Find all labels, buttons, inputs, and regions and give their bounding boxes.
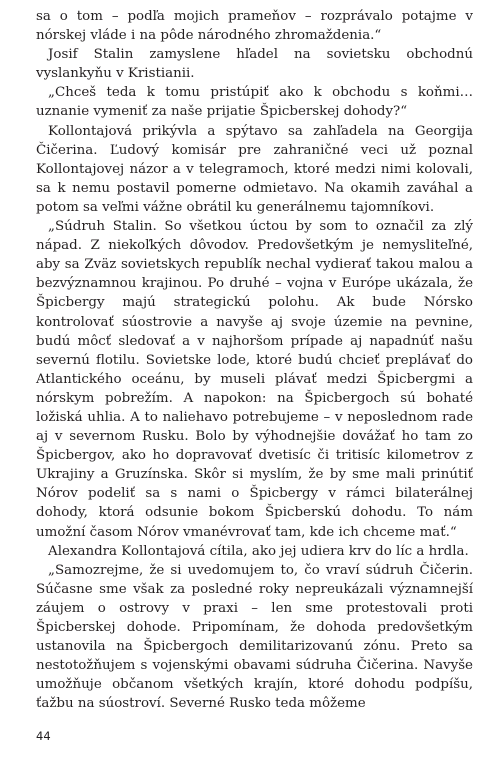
- page-number: 44: [36, 729, 51, 743]
- body-text: [36, 7, 473, 713]
- paragraph: Kollontajová prikývla a spýtavo sa zahľadela na Georgija Čičerina. Ľudový komisár pre zahraničné veci už poznal Kollontajovej názor a v telegramoch, ktoré medzi nimi kolovali, sa k nemu postavil pomerne odmietavo. Na okamih zaváhal a potom sa veľmi vážne obrátil ku generálnemu tajomníkovi.: [36, 123, 473, 215]
- paragraph: „Chceš teda k tomu pristúpiť ako k obchodu s koňmi… uznanie vymeniť za naše prijatie Špicberskej dohody?“: [36, 85, 473, 120]
- paragraph: „Súdruh Stalin. So všetkou úctou by som to označil za zlý nápad. Z niekoľkých dôvodov. Predovšetkým je nemysliteľné, aby sa Zväz sovietskych republík nechal vydierať takou malou a bezvýznamnou krajinou. Po druhé – vojna v Európe ukázala, že Špicbergy majú strategickú polohu. Ak bude Nórsko kontrolovať súostrovie a navyše aj svoje územie na pevnine, budú môcť sledovať a v najhoršom prípade aj napadnúť našu severnú flotilu. Sovietske lode, ktoré budú chcieť preplávať do Atlantického oceánu, by museli plávať medzi Špicbergmi a nórskym pobrežím. A napokon: na Špicbergoch sú bohaté ložiská uhlia. A to naliehavo potrebujeme – v neposlednom rade aj v severnom Rusku. Bolo by výhodnejšie dovážať ho tam zo Špicbergov, ako ho dopravovať dvetisíc či tritisíc kilometrov z Ukrajiny a Gruzínska. Skôr si myslím, že by sme mali prinútiť Nórov podeliť sa s nami o Špicbergy v rámci bilaterálnej dohody, ktorá odsunie bokom Špicberskú dohodu. To nám umožní časom Nórov vmanévrovať tam, kde ich chceme mať.“: [36, 219, 473, 540]
- paragraph: Alexandra Kollontajová cítila, ako jej udiera krv do líc a hrdla.: [48, 543, 469, 559]
- paragraph: Josif Stalin zamyslene hľadel na sovietsku obchodnú vyslankyňu v Kristianii.: [36, 47, 473, 82]
- paragraph-continued: sa o tom – podľa mojich prameňov – rozprávalo potajme v nórskej vláde i na pôde národného zhromaždenia.“: [36, 9, 473, 44]
- paragraph: „Samozrejme, že si uvedomujem to, čo vraví súdruh Čičerin. Súčasne sme však za posledné roky nepreukázali významnejší záujem o ostrovy v praxi – len sme protestovali proti Špicberskej dohode. Pripomínam, že dohoda predovšetkým ustanovila na Špicbergoch demilitarizovanú zónu. Preto sa nestotožňujem s vojenskými obavami súdruha Čičerina. Navyše umožňuje občanom všetkých krajín, ktoré dohodu podpíšu, ťažbu na súostroví. Severné Rusko teda môžeme: [36, 562, 473, 712]
